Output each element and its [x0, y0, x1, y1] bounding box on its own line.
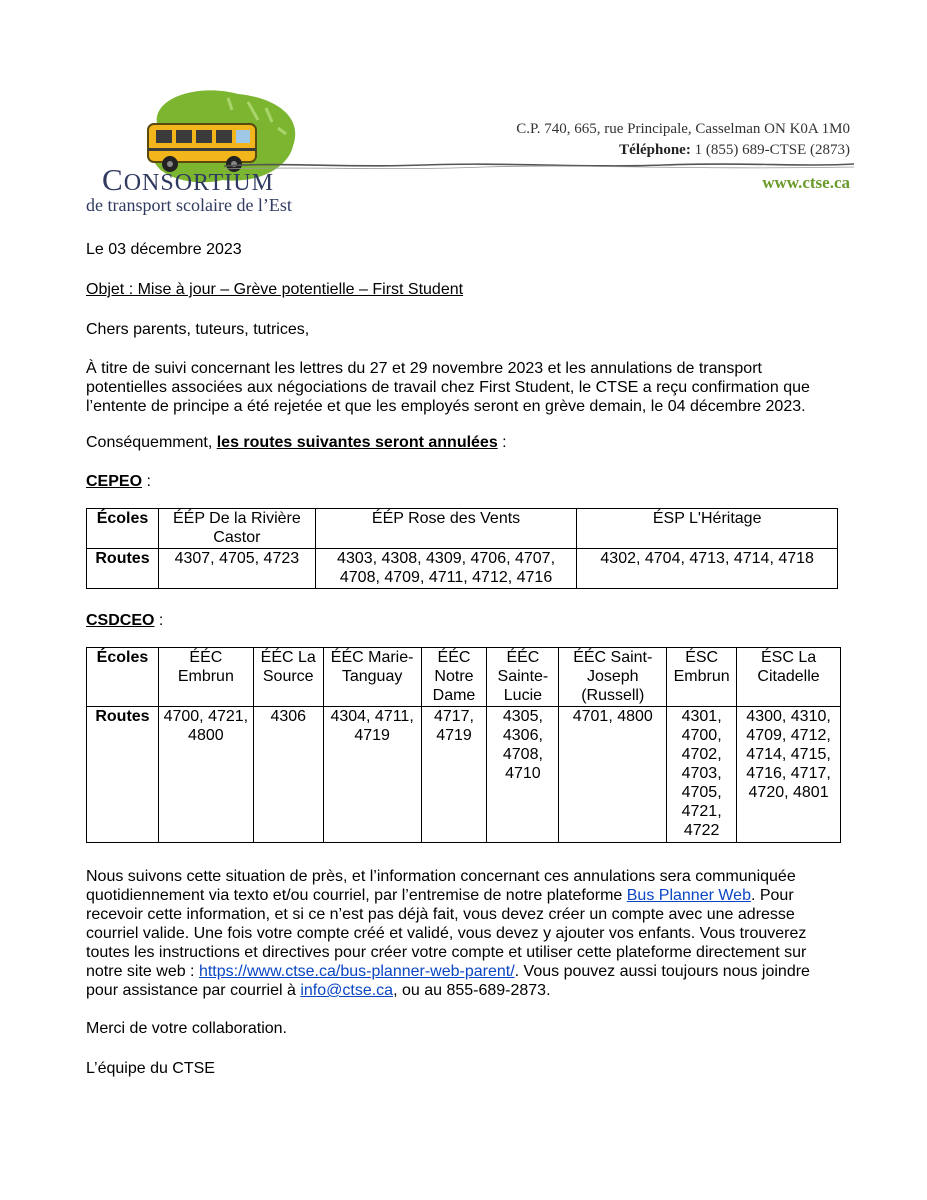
school-name: ÉÉC Sainte-Lucie [487, 648, 559, 707]
row-label-routes: Routes [87, 707, 159, 843]
route-list: 4300, 4310, 4709, 4712, 4714, 4715, 4716, 4717, 4720, 4801 [737, 707, 841, 843]
ctse-logo [84, 88, 314, 218]
csdceo-heading: CSDCEO : [86, 612, 164, 629]
row-label-routes: Routes [87, 549, 159, 589]
website-url[interactable]: www.ctse.ca [762, 173, 850, 192]
letterhead-divider [224, 156, 854, 176]
school-name: ÉÉP De la Rivière Castor [158, 509, 315, 549]
email-link[interactable]: info@ctse.ca [300, 982, 394, 999]
school-name: ÉÉC Saint-Joseph (Russell) [559, 648, 667, 707]
school-name: ÉSC Embrun [667, 648, 737, 707]
table-row [87, 509, 838, 549]
table-row [87, 648, 841, 707]
thanks-line: Merci de votre collaboration. [86, 1020, 287, 1037]
signature: L’équipe du CTSE [86, 1060, 215, 1077]
route-list: 4701, 4800 [559, 707, 667, 843]
csdceo-routes-table [86, 647, 841, 843]
cancellation-intro: Conséquemment, les routes suivantes seront annulées : [86, 434, 507, 451]
cepeo-heading: CEPEO : [86, 473, 151, 490]
bus-planner-link[interactable]: Bus Planner Web [626, 887, 751, 904]
table-row [87, 549, 838, 589]
route-list: 4301, 4700, 4702, 4703, 4705, 4721, 4722 [667, 707, 737, 843]
school-name: ÉÉC Embrun [158, 648, 253, 707]
salutation: Chers parents, tuteurs, tutrices, [86, 321, 310, 338]
school-name: ÉSC La Citadelle [737, 648, 841, 707]
route-list: 4306 [253, 707, 323, 843]
brand-name: CONSORTIUM [102, 162, 274, 197]
info-paragraph: Nous suivons cette situation de près, et l’information concernant ces annulations sera communiquée quotidiennement via texto et/ou courriel, par l’entremise de notre plateforme Bus Planner Web. Pour recevoir cette information, et si ce n’est pas déjà fait, vous devez créer un compte avec une adresse courriel valide. Une fois votre compte créé et validé, vous devez y ajouter vos enfants. Vous trouverez toutes les instructions et directives pour créer votre compte et utiliser cette plateforme directement sur notre site web : https://www.ctse.ca/bus-planner-web-parent/. Vous pouvez aussi toujours nous joindre pour assistance par courriel à info@ctse.ca, ou au 855-689-2873. [86, 868, 810, 999]
letter-subject: Objet : Mise à jour – Grève potentielle – First Student [86, 281, 464, 298]
cepeo-routes-table [86, 508, 838, 589]
table-row [87, 707, 841, 843]
route-list: 4700, 4721, 4800 [158, 707, 253, 843]
school-name: ÉÉC Marie-Tanguay [323, 648, 421, 707]
row-label-schools: Écoles [87, 648, 159, 707]
route-list: 4302, 4704, 4713, 4714, 4718 [577, 549, 838, 589]
route-list: 4304, 4711, 4719 [323, 707, 421, 843]
phone-number: Téléphone: 1 (855) 689-CTSE (2873) [619, 142, 850, 158]
school-name: ÉÉC La Source [253, 648, 323, 707]
route-list: 4305, 4306, 4708, 4710 [487, 707, 559, 843]
row-label-schools: Écoles [87, 509, 159, 549]
route-list: 4717, 4719 [421, 707, 487, 843]
school-name: ÉÉC Notre Dame [421, 648, 487, 707]
intro-paragraph: À titre de suivi concernant les lettres du 27 et 29 novembre 2023 et les annulations de transport potentielles associées aux négociations de travail chez First Student, le CTSE a reçu confirmation que l’entente de principe a été rejetée et que les employés seront en grève demain, le 04 décembre 2023. [86, 360, 810, 415]
bus-planner-parent-url-link[interactable]: https://www.ctse.ca/bus-planner-web-parent/ [198, 963, 515, 980]
school-name: ÉSP L'Héritage [577, 509, 838, 549]
school-name: ÉÉP Rose des Vents [315, 509, 577, 549]
route-list: 4303, 4308, 4309, 4706, 4707, 4708, 4709, 4711, 4712, 4716 [315, 549, 577, 589]
letter-date: Le 03 décembre 2023 [86, 241, 242, 258]
brand-subtitle: de transport scolaire de l’Est [86, 195, 292, 215]
route-list: 4307, 4705, 4723 [158, 549, 315, 589]
mailing-address: C.P. 740, 665, rue Principale, Casselman ON K0A 1M0 [516, 121, 850, 137]
